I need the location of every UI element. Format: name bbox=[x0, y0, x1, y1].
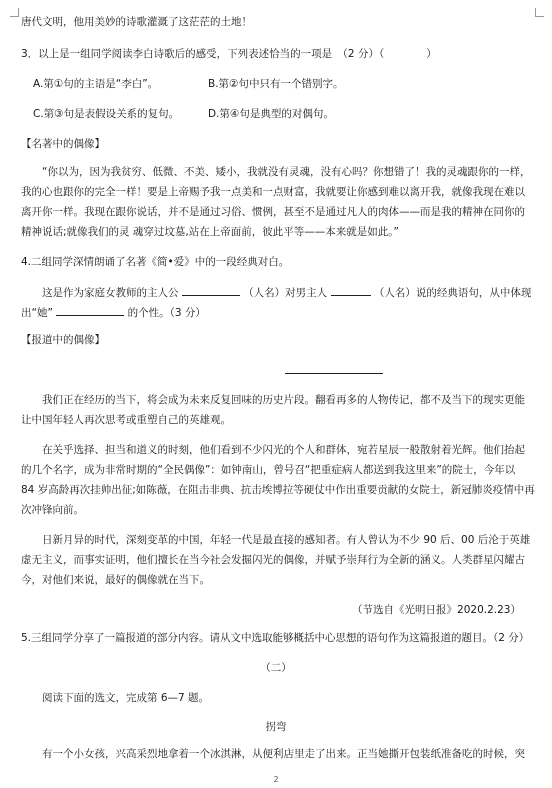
quote-line: 精神说话;就像我们的灵 魂穿过坟墓,站在上帝面前，彼此平等——本来就是如此。” bbox=[21, 226, 399, 238]
report-line: 今，对他们来说，最好的偶像就在当下。 bbox=[21, 574, 210, 586]
quote-line: 离开你一样。我现在跟你说话，并不是通过习俗、惯例，甚至不是通过凡人的肉体——而是我的精神在同你的 bbox=[21, 206, 525, 218]
answer-blank[interactable] bbox=[56, 305, 124, 316]
text-line: 唐代文明，他用美妙的诗歌灌溉了这茫茫的土地！ bbox=[21, 16, 252, 28]
question-3: 3．以上是一组同学阅读李白诗歌后的感受，下列表述恰当的一项是 （2 分）（ ） bbox=[21, 48, 437, 60]
section-number: （二） bbox=[260, 662, 292, 674]
option-b: B.第②句中只有一个错别字。 bbox=[208, 78, 344, 90]
question-5: 5.三组同学分享了一篇报道的部分内容。请从文中选取能够概括中心思想的语句作为这篇报道的题目。（2 分） bbox=[21, 632, 530, 644]
q4-text: 出“她” bbox=[21, 307, 53, 319]
question-4: 4.二组同学深情朗诵了名著《简•爱》中的一段经典对白。 bbox=[21, 256, 290, 268]
page-number: 2 bbox=[273, 775, 279, 784]
crop-mark-right bbox=[535, 8, 544, 17]
q4-text: 的个性。（3 分） bbox=[127, 307, 206, 319]
report-line: 在关乎选择、担当和道义的时刻，他们看到不少闪光的个人和群体，宛若星辰一般散射着光辉。他们抬起 bbox=[42, 444, 525, 456]
answer-blank[interactable] bbox=[331, 285, 371, 296]
q4-text: （人名）对男主人 bbox=[243, 287, 328, 299]
instruction: 阅读下面的选文，完成第 6—7 题。 bbox=[42, 692, 210, 704]
option-d: D.第④句是典型的对偶句。 bbox=[208, 108, 334, 120]
report-line: 虚无主义，而事实证明，他们擅长在当今社会发掘闪光的偶像，并赋予崇拜行为全新的涵义。人类群星闪耀古 bbox=[21, 554, 525, 566]
report-line: 日新月异的时代，深刻变革的中国，年轻一代是最直接的感知者。有人曾认为不少 90 后、00 后沦于英雄 bbox=[42, 534, 531, 546]
source-citation: （节选自《光明日报》2020.2.23） bbox=[352, 604, 521, 616]
option-c: C.第③句是表假设关系的复句。 bbox=[33, 108, 180, 120]
q4-text: 这是作为家庭女教师的主人公 bbox=[42, 287, 179, 299]
section-heading: 【名著中的偶像】 bbox=[21, 138, 105, 150]
q4-text: （人名）说的经典语句，从中体现 bbox=[373, 287, 532, 299]
quote-line: 我的心也跟你的完全一样！要是上帝赐予我一点美和一点财富，我就要让你感到难以离开我，就像我现在难以 bbox=[21, 186, 525, 198]
answer-blank[interactable] bbox=[182, 285, 240, 296]
report-line: 次冲锋向前。 bbox=[21, 504, 84, 516]
title-blank-line[interactable] bbox=[285, 373, 383, 374]
report-line: 84 岁高龄再次挂帅出征;如陈薇，在阻击非典、抗击埃博拉等硬仗中作出重要贡献的女院士，新冠肺炎疫情中再 bbox=[21, 484, 535, 496]
passage-line: 有一个小女孩，兴高采烈地拿着一个冰淇淋，从便利店里走了出来。正当她撕开包装纸准备吃的时候，突 bbox=[42, 748, 525, 760]
report-line: 我们正在经历的当下，将会成为未来反复回味的历史片段。翻看再多的人物传记，都不及当下的现实更能 bbox=[42, 394, 525, 406]
question-4-line-1 bbox=[42, 285, 531, 301]
passage-title: 拐弯 bbox=[265, 721, 287, 733]
quote-line: “你以为，因为我贫穷、低微、不美、矮小，我就没有灵魂，没有心吗？你想错了！我的灵魂跟你的一样， bbox=[42, 166, 531, 178]
section-heading: 【报道中的偶像】 bbox=[21, 334, 105, 346]
report-line: 的几个名字，成为非常时期的“全民偶像”：如钟南山，曾号召“把重症病人都送到我这里来”的院士，今年以 bbox=[21, 464, 516, 476]
crop-mark-left bbox=[10, 8, 19, 17]
report-line: 让中国年轻人再次思考或重塑自己的英雄观。 bbox=[21, 414, 231, 426]
question-4-line-2 bbox=[21, 305, 206, 321]
option-a: A.第①句的主语是“李白”。 bbox=[33, 78, 159, 90]
